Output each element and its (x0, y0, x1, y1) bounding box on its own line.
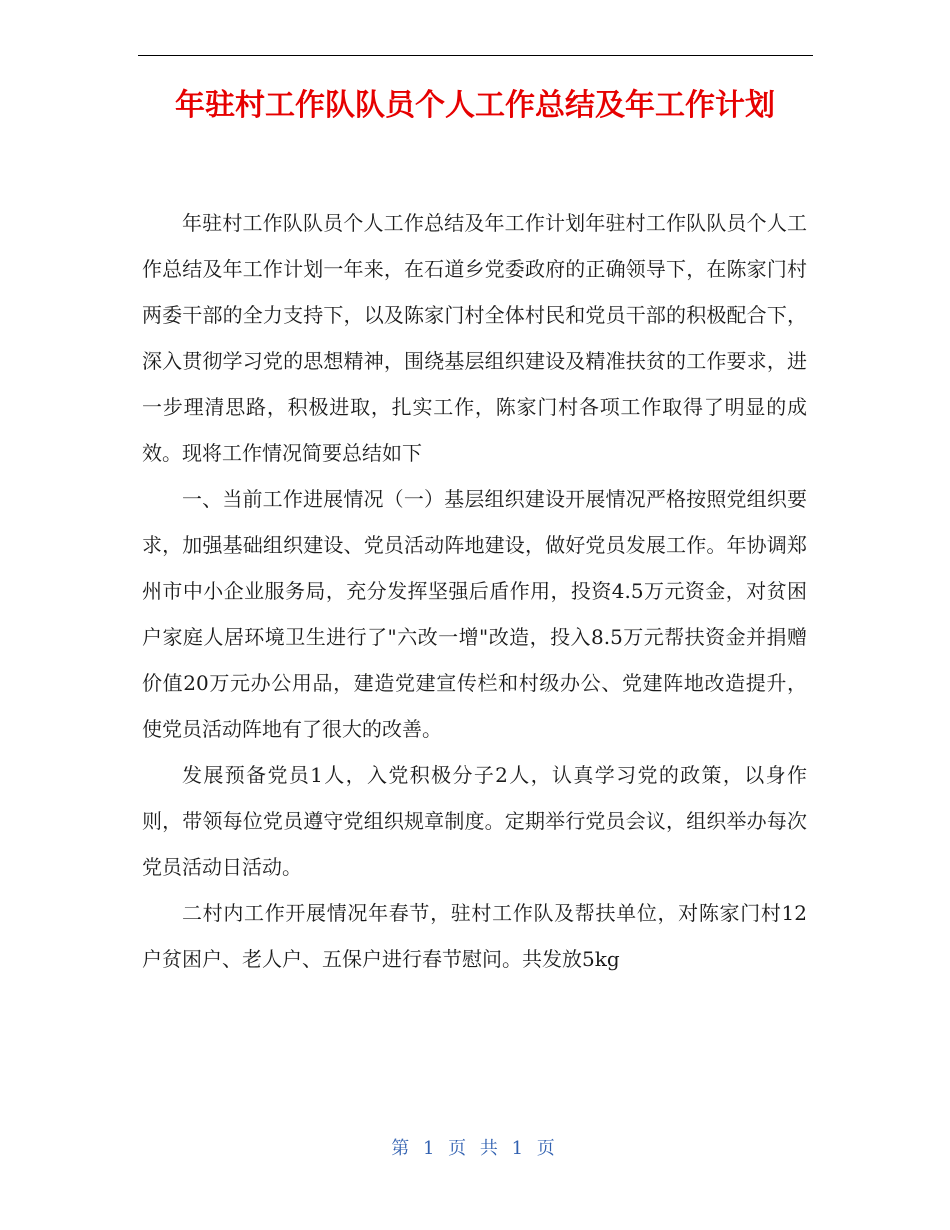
page-number-footer: 第 1 页 共 1 页 (391, 1138, 559, 1159)
paragraph-section-one: 一、当前工作进展情况（一）基层组织建设开展情况严格按照党组织要求，加强基础组织建设、党员活动阵地建设，做好党员发展工作。年协调郑州市中小企业服务局，充分发挥坚强后盾作用，投资4.5万元资金，对贫困户家庭人居环境卫生进行了"六改一增"改造，投入8.5万元帮扶资金并捐赠价值20万元办公用品，建造党建宣传栏和村级办公、党建阵地改造提升，使党员活动阵地有了很大的改善。 (142, 487, 807, 741)
document-body (142, 200, 807, 982)
paragraph-party-members: 发展预备党员1人，入党积极分子2人，认真学习党的政策，以身作则，带领每位党员遵守党组织规章制度。定期举行党员会议，组织举办每次党员活动日活动。 (142, 763, 807, 879)
paragraph-intro: 年驻村工作队队员个人工作总结及年工作计划年驻村工作队队员个人工作总结及年工作计划一年来，在石道乡党委政府的正确领导下，在陈家门村两委干部的全力支持下，以及陈家门村全体村民和党员干部的积极配合下，深入贯彻学习党的思想精神，围绕基层组织建设及精准扶贫的工作要求，进一步理清思路，积极进取，扎实工作，陈家门村各项工作取得了明显的成效。现将工作情况简要总结如下 (142, 211, 807, 465)
header-rule (138, 55, 813, 56)
paragraph-section-two: 二村内工作开展情况年春节，驻村工作队及帮扶单位，对陈家门村12户贫困户、老人户、五保户进行春节慰问。共发放5kg (142, 901, 807, 971)
document-title: 年驻村工作队队员个人工作总结及年工作计划 (175, 88, 775, 123)
